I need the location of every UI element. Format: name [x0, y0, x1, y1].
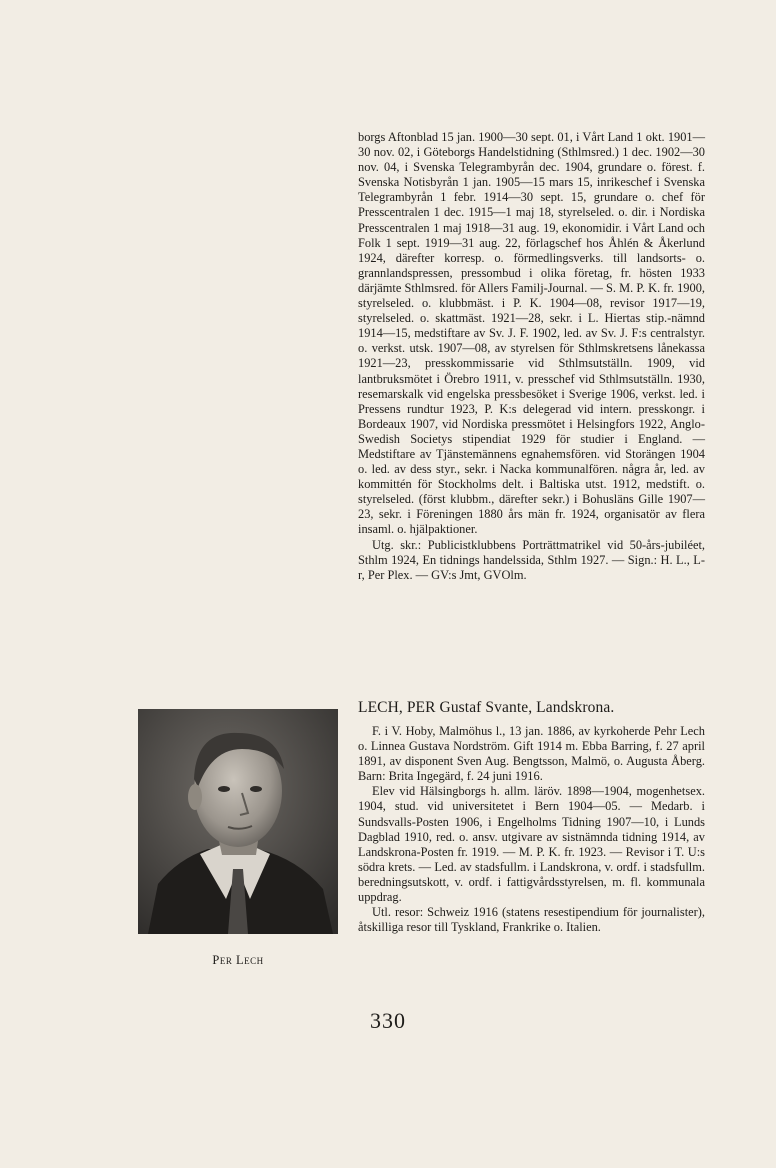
entry-paragraph: Elev vid Hälsingborgs h. allm. läröv. 1898—1904, mogenhetsex. 1904, stud. vid universitetet i Bern 1904—05. — Medarb. i Sundsvalls-Posten 1906, i Engelholms Tidning 1907—10, i Lunds Dagblad 1910, red. o. ansv. utgivare av sistnämnda tidning 1914, av Landskrona-Posten fr. 1919. — M. P. K. fr. 1923. — Revisor i T. U:s södra krets. — Led. av stadsfullm. i Landskrona, v. ordf. i stadsfullm. beredningsutskott, v. ordf. i fattigvårdsstyrelsen, m. fl. kommunala uppdrag.	[358, 784, 705, 905]
entry-heading: LECH, PER Gustaf Svante, Landskrona.	[358, 699, 615, 716]
continuation-paragraph: Utg. skr.: Publicistklubbens Porträttmatrikel vid 50-års-jubiléet, Sthlm 1924, En tidnings handelssida, Sthlm 1927. — Sign.: H. L., L-r, Per Plex. — GV:s Jmt, GVOlm.	[358, 537, 705, 582]
entry-paragraph: Utl. resor: Schweiz 1916 (statens resestipendium för journalister), åtskilliga resor till Tyskland, Frankrike o. Italien.	[358, 905, 705, 935]
portrait-caption	[138, 953, 338, 968]
continuation-paragraph: borgs Aftonblad 15 jan. 1900—30 sept. 01, i Vårt Land 1 okt. 1901—30 nov. 02, i Göteborgs Handelstidning (Sthlmsred.) 1 dec. 1902—30 nov. 04, i Svenska Telegrambyrån dec. 1904, grundare o. förest. f. Svenska Notisbyrån 1 jan. 1905—15 mars 15, inrikeschef i Svenska Telegrambyrån 1 febr. 1914—30 sept. 15, grundare o. chef för Presscentralen 1 dec. 1915—1 maj 18, styrelseled. o. dir. i Nordiska Presscentralen 1 maj 1918—31 aug. 19, ekonomidir. i Vårt Land och Folk 1 sept. 1919—31 aug. 22, förlagschef hos Åhlén & Åkerlund 1924, därefter korresp. o. förmedlingsverks. till landsorts- o. grannlandspressen, pressombud i olika företag, fr. hösten 1933 därjämte Sthlmsred. för Allers Familj-Journal. — S. M. P. K. fr. 1900, styrelseled. o. klubbmäst. i P. K. 1904—08, revisor 1917—19, styrelseled. o. skattmäst. 1921—28, sekr. i L. Hiertas stip.-nämnd 1914—15, medstiftare av Sv. J. F. 1902, led. av Sv. J. F:s centralstyr. o. verkst. utsk. 1907—08, av styrelsen för Sthlmskretsens lånekassa 1921—23, presskommissarie vid Sthlmsutställn. 1909, vid lantbruksmötet i Örebro 1911, v. presschef vid Sthlmsutställn. 1930, resemarskalk vid engelska pressbesöket i Sverige 1906, verkst. led. i Pressens rundtur 1923, P. K:s delegerad vid intern. presskongr. i Bordeaux 1907, vid Nordiska pressmötet i Helsingfors 1922, Anglo-Swedish Societys stipendiat 1929 för studier i England. — Medstiftare av Tjänstemännens egnahemsfören. vid Storängen 1904 o. led. av dess styr., sekr. i Nacka kommunalfören. några år, led. av kommittén för Stockholms delt. i Baltiska utst. 1912, medstift. o. styrelseled. (först klubbm., därefter sekr.) i Bohusläns Gille 1907—23, sekr. i Föreningen 1880 års män fr. 1924, organisatör av flera insaml. o. hjälpaktioner.	[358, 130, 705, 537]
previous-entry-continuation	[358, 130, 705, 583]
entry-paragraph: F. i V. Hoby, Malmöhus l., 13 jan. 1886, av kyrkoherde Pehr Lech o. Linnea Gustava Nordström. Gift 1914 m. Ebba Barring, f. 27 april 1891, av disponent Sven Aug. Bengtsson, Malmö, o. Augusta Åberg. Barn: Brita Ingegärd, f. 24 juni 1916.	[358, 724, 705, 784]
portrait-photo	[138, 709, 338, 934]
page-number: 330	[370, 1008, 406, 1033]
portrait-caption-text: Per Lech	[212, 953, 264, 967]
biography-entry	[358, 698, 705, 935]
